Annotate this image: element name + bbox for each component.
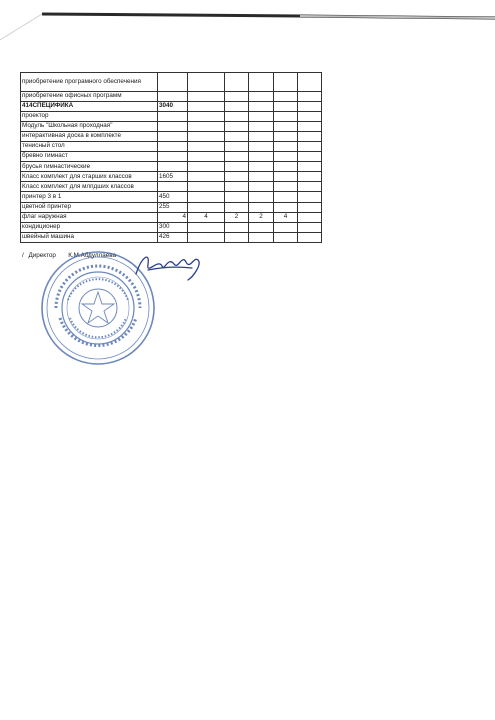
item-value-cell: 426 bbox=[158, 232, 188, 242]
table-row bbox=[21, 192, 322, 202]
period-value-cell bbox=[249, 162, 274, 172]
period-value-cell bbox=[298, 202, 322, 212]
table-row bbox=[21, 222, 322, 232]
item-name-cell: тенисный стол bbox=[21, 141, 158, 151]
period-value-cell bbox=[274, 73, 298, 92]
period-value-cell bbox=[298, 192, 322, 202]
table-row bbox=[21, 152, 322, 162]
item-value-cell bbox=[158, 131, 188, 141]
period-value-cell bbox=[249, 121, 274, 131]
period-value-cell bbox=[298, 152, 322, 162]
period-value-cell bbox=[249, 202, 274, 212]
period-value-cell bbox=[274, 172, 298, 182]
period-value-cell: 2 bbox=[249, 212, 274, 222]
item-value-cell: 1605 bbox=[158, 172, 188, 182]
period-value-cell bbox=[298, 121, 322, 131]
period-value-cell bbox=[249, 152, 274, 162]
period-value-cell bbox=[225, 162, 249, 172]
item-name-cell: приобретение програмного обеспечения bbox=[21, 73, 158, 92]
item-value-cell: 450 bbox=[158, 192, 188, 202]
director-name: К.М.Абдуллаева bbox=[68, 252, 116, 259]
period-value-cell bbox=[298, 131, 322, 141]
item-value-cell: 300 bbox=[158, 222, 188, 232]
table-row bbox=[21, 232, 322, 242]
period-value-cell bbox=[225, 131, 249, 141]
table-row bbox=[21, 202, 322, 212]
period-value-cell bbox=[188, 192, 225, 202]
period-value-cell bbox=[298, 141, 322, 151]
period-value-cell bbox=[298, 232, 322, 242]
table-row bbox=[21, 182, 322, 192]
period-value-cell bbox=[298, 162, 322, 172]
item-name-cell: бревно гимнаст bbox=[21, 152, 158, 162]
period-value-cell bbox=[188, 121, 225, 131]
period-value-cell bbox=[225, 152, 249, 162]
item-name-cell: цветной принтер bbox=[21, 202, 158, 212]
item-name-cell: 414СПЕЦИФИКА bbox=[21, 101, 158, 111]
table-row bbox=[21, 121, 322, 131]
period-value-cell bbox=[274, 162, 298, 172]
period-value-cell bbox=[298, 212, 322, 222]
period-value-cell bbox=[274, 152, 298, 162]
item-value-cell bbox=[158, 73, 188, 92]
item-value-cell bbox=[158, 152, 188, 162]
period-value-cell bbox=[249, 91, 274, 101]
budget-table bbox=[20, 72, 322, 243]
period-value-cell bbox=[298, 111, 322, 121]
period-value-cell bbox=[298, 73, 322, 92]
period-value-cell bbox=[274, 232, 298, 242]
table-row bbox=[21, 141, 322, 151]
item-value-cell bbox=[158, 111, 188, 121]
period-value-cell bbox=[188, 232, 225, 242]
period-value-cell bbox=[225, 111, 249, 121]
period-value-cell bbox=[274, 101, 298, 111]
item-value-cell: 4 bbox=[158, 212, 188, 222]
period-value-cell bbox=[298, 172, 322, 182]
table-row bbox=[21, 91, 322, 101]
item-value-cell bbox=[158, 182, 188, 192]
item-name-cell: кондиционер bbox=[21, 222, 158, 232]
item-value-cell: 3040 bbox=[158, 101, 188, 111]
period-value-cell: 2 bbox=[225, 212, 249, 222]
period-value-cell bbox=[225, 232, 249, 242]
item-name-cell: флаг наружная bbox=[21, 212, 158, 222]
period-value-cell bbox=[225, 182, 249, 192]
period-value-cell bbox=[298, 182, 322, 192]
item-name-cell: Класс комплект для старших классов bbox=[21, 172, 158, 182]
period-value-cell bbox=[225, 192, 249, 202]
period-value-cell bbox=[188, 202, 225, 212]
table-row bbox=[21, 212, 322, 222]
period-value-cell bbox=[249, 232, 274, 242]
period-value-cell bbox=[188, 141, 225, 151]
period-value-cell bbox=[188, 162, 225, 172]
director-signature bbox=[128, 246, 213, 286]
period-value-cell bbox=[249, 73, 274, 92]
period-value-cell bbox=[274, 182, 298, 192]
item-name-cell: Модуль "Школьная проходная" bbox=[21, 121, 158, 131]
item-name-cell: Класс комплект для млпдших классов bbox=[21, 182, 158, 192]
item-value-cell bbox=[158, 141, 188, 151]
period-value-cell bbox=[188, 73, 225, 92]
item-name-cell: проектор bbox=[21, 111, 158, 121]
period-value-cell bbox=[225, 73, 249, 92]
period-value-cell bbox=[274, 91, 298, 101]
item-value-cell bbox=[158, 121, 188, 131]
period-value-cell bbox=[225, 222, 249, 232]
item-name-cell: брусья гимнастические bbox=[21, 162, 158, 172]
item-value-cell: 255 bbox=[158, 202, 188, 212]
period-value-cell bbox=[225, 101, 249, 111]
period-value-cell bbox=[225, 91, 249, 101]
director-title: Директор bbox=[28, 252, 56, 259]
period-value-cell bbox=[249, 101, 274, 111]
period-value-cell: 4 bbox=[274, 212, 298, 222]
period-value-cell bbox=[225, 202, 249, 212]
table-row bbox=[21, 73, 322, 92]
period-value-cell bbox=[298, 91, 322, 101]
period-value-cell bbox=[225, 121, 249, 131]
item-value-cell bbox=[158, 91, 188, 101]
period-value-cell bbox=[274, 121, 298, 131]
period-value-cell bbox=[225, 172, 249, 182]
period-value-cell bbox=[188, 172, 225, 182]
period-value-cell bbox=[274, 111, 298, 121]
period-value-cell: 4 bbox=[188, 212, 225, 222]
item-name-cell: швейный машина bbox=[21, 232, 158, 242]
period-value-cell bbox=[249, 192, 274, 202]
period-value-cell bbox=[249, 111, 274, 121]
item-value-cell bbox=[158, 162, 188, 172]
table-row bbox=[21, 162, 322, 172]
item-name-cell: интерактивная доска в комплекте bbox=[21, 131, 158, 141]
period-value-cell bbox=[274, 141, 298, 151]
period-value-cell bbox=[249, 222, 274, 232]
signature-mark: / bbox=[22, 252, 24, 259]
table-row bbox=[21, 111, 322, 121]
period-value-cell bbox=[188, 91, 225, 101]
period-value-cell bbox=[225, 141, 249, 151]
period-value-cell bbox=[249, 141, 274, 151]
period-value-cell bbox=[188, 131, 225, 141]
table-row bbox=[21, 172, 322, 182]
period-value-cell bbox=[298, 222, 322, 232]
period-value-cell bbox=[298, 101, 322, 111]
period-value-cell bbox=[274, 202, 298, 212]
item-name-cell: приобретение офисных программ bbox=[21, 91, 158, 101]
period-value-cell bbox=[188, 111, 225, 121]
period-value-cell bbox=[249, 182, 274, 192]
table-row bbox=[21, 101, 322, 111]
period-value-cell bbox=[274, 131, 298, 141]
period-value-cell bbox=[188, 222, 225, 232]
period-value-cell bbox=[188, 152, 225, 162]
item-name-cell: принтер 3 в 1 bbox=[21, 192, 158, 202]
period-value-cell bbox=[188, 182, 225, 192]
table-row bbox=[21, 131, 322, 141]
period-value-cell bbox=[249, 172, 274, 182]
period-value-cell bbox=[274, 222, 298, 232]
period-value-cell bbox=[274, 192, 298, 202]
period-value-cell bbox=[188, 101, 225, 111]
period-value-cell bbox=[249, 131, 274, 141]
